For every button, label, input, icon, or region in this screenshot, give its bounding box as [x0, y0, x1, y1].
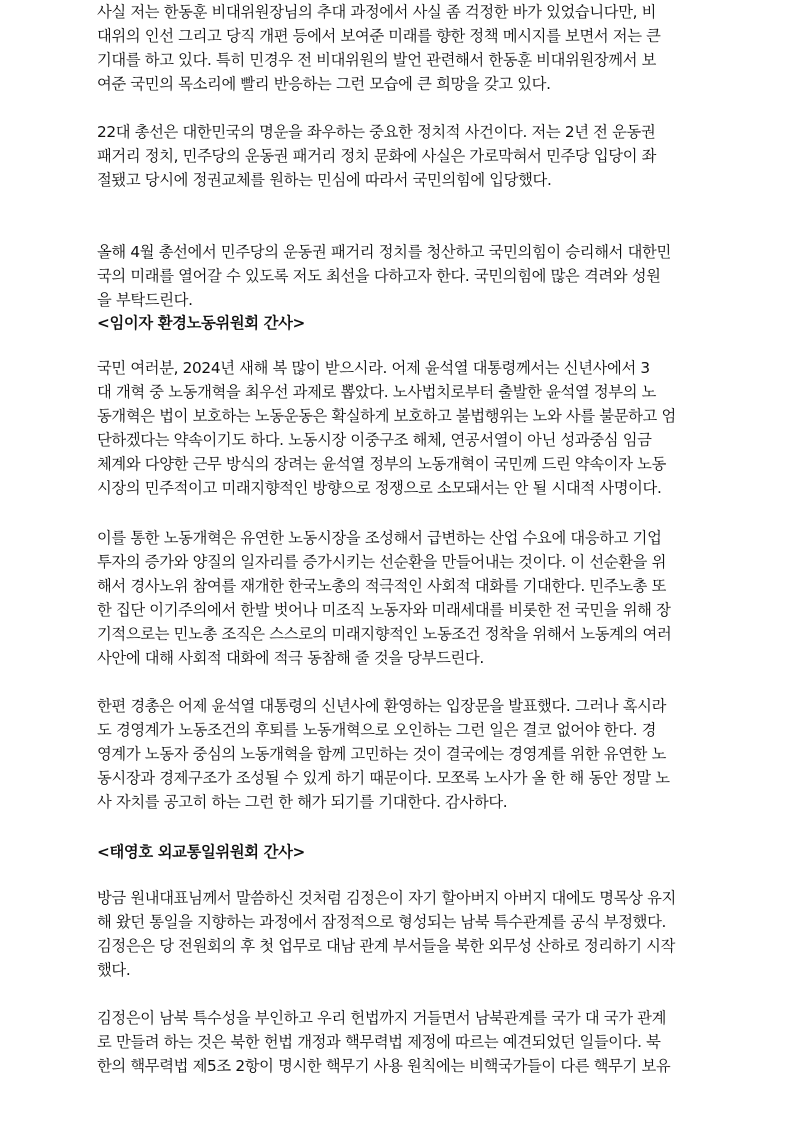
- text-line: 사실 저는 한동훈 비대위원장님의 추대 과정에서 사실 좀 걱정한 바가 있었습니다만, 비: [97, 3, 657, 21]
- text-line: 해서 경사노위 참여를 재개한 한국노총의 적극적인 사회적 대화를 기대한다. 민주노총 또: [97, 577, 667, 595]
- paragraph: [97, 356, 697, 500]
- text-line: 로 만들려 하는 것은 북한 헌법 개정과 핵무력법 제정에 따르는 예견되었던 일들이다. 북: [97, 1033, 661, 1051]
- speaker-heading: <태영호 외교통일위원회 간사>: [97, 843, 306, 861]
- text-line: 김정은은 당 전원회의 후 첫 업무로 대남 관계 부서들을 북한 외무성 산하로 정리하기 시작: [97, 937, 676, 955]
- text-line: 국민 여러분, 2024년 새해 복 많이 받으시라. 어제 윤석열 대통령께서는 신년사에서 3: [97, 359, 650, 377]
- text-line: 영계가 노동자 중심의 노동개혁을 함께 고민하는 것이 결국에는 경영계를 위한 유연한 노: [97, 745, 667, 763]
- paragraph: [97, 240, 697, 312]
- paragraph: [97, 694, 697, 814]
- text-line: 단하겠다는 약속이기도 하다. 노동시장 이중구조 해체, 연공서열이 아닌 성과중심 임금: [97, 431, 652, 449]
- text-line: 해 왔던 통일을 지향하는 과정에서 잠정적으로 형성되는 남북 특수관계를 공식 부정했다.: [97, 913, 667, 931]
- text-line: 패거리 정치, 민주당의 운동권 패거리 정치 문화에 사실은 가로막혀서 민주당 입당이 좌: [97, 147, 657, 165]
- text-line: 대 개혁 중 노동개혁을 최우선 과제로 뽑았다. 노사법치로부터 출발한 윤석열 정부의 노: [97, 383, 657, 401]
- text-line: 여준 국민의 목소리에 빨리 반응하는 그런 모습에 큰 희망을 갖고 있다.: [97, 75, 551, 93]
- text-line: 을 부탁드린다.: [97, 291, 193, 309]
- text-line: 이를 통한 노동개혁은 유연한 노동시장을 조성해서 급변하는 산업 수요에 대응하고 기업: [97, 529, 662, 547]
- text-line: 한편 경총은 어제 윤석열 대통령의 신년사에 환영하는 입장문을 발표했다. 그러나 혹시라: [97, 697, 667, 715]
- text-line: 대위의 인선 그리고 당직 개편 등에서 보여준 미래를 향한 정책 메시지를 보면서 저는 큰: [97, 27, 661, 45]
- text-line: 사 자치를 공고히 하는 그런 한 해가 되기를 기대한다. 감사하다.: [97, 793, 508, 811]
- section-heading: [97, 840, 697, 864]
- text-line: 국의 미래를 열어갈 수 있도록 저도 최선을 다하고자 한다. 국민의힘에 많은 격려와 성원: [97, 267, 661, 285]
- text-line: 한의 핵무력법 제5조 2항이 명시한 핵무기 사용 원칙에는 비핵국가들이 다른 핵무기 보유: [97, 1057, 671, 1075]
- text-line: 방금 원내대표님께서 말씀하신 것처럼 김정은이 자기 할아버지 아버지 대에도 명목상 유지: [97, 889, 676, 907]
- paragraph: [97, 886, 697, 982]
- paragraph: [97, 0, 697, 96]
- speaker-heading: <임이자 환경노동위원회 간사>: [97, 314, 306, 332]
- text-line: 올해 4월 총선에서 민주당의 운동권 패거리 정치를 청산하고 국민의힘이 승리해서 대한민: [97, 243, 671, 261]
- text-line: 동시장과 경제구조가 조성될 수 있게 하기 때문이다. 모쪼록 노사가 올 한 해 동안 정말 노: [97, 769, 670, 787]
- paragraph: [97, 526, 697, 670]
- text-line: 사안에 대해 사회적 대화에 적극 동참해 줄 것을 당부드린다.: [97, 649, 484, 667]
- text-line: 22대 총선은 대한민국의 명운을 좌우하는 중요한 정치적 사건이다. 저는 2년 전 운동권: [97, 123, 656, 141]
- text-line: 김정은이 남북 특수성을 부인하고 우리 헌법까지 거들면서 남북관계를 국가 대 국가 관계: [97, 1009, 667, 1027]
- text-line: 투자의 증가와 양질의 일자리를 증가시키는 선순환을 만들어내는 것이다. 이 선순환을 위: [97, 553, 667, 571]
- paragraph: [97, 120, 697, 192]
- text-line: 체계와 다양한 근무 방식의 장려는 윤석열 정부의 노동개혁이 국민께 드린 약속이자 노동: [97, 455, 667, 473]
- text-line: 기대를 하고 있다. 특히 민경우 전 비대위원의 발언 관련해서 한동훈 비대위원장께서 보: [97, 51, 657, 69]
- text-line: 기적으로는 민노총 조직은 스스로의 미래지향적인 노동조건 정착을 위해서 노동계의 여러: [97, 625, 672, 643]
- paragraph: [97, 1006, 697, 1078]
- text-line: 시장의 민주적이고 미래지향적인 방향으로 정쟁으로 소모돼서는 안 될 시대적 사명이다.: [97, 479, 662, 497]
- text-line: 절됐고 당시에 정권교체를 원하는 민심에 따라서 국민의힘에 입당했다.: [97, 171, 552, 189]
- text-line: 도 경영계가 노동조건의 후퇴를 노동개혁으로 오인하는 그런 일은 결코 없어야 한다. 경: [97, 721, 657, 739]
- text-line: 한 집단 이기주의에서 한발 벗어나 미조직 노동자와 미래세대를 비롯한 전 국민을 위해 장: [97, 601, 671, 619]
- text-line: 동개혁은 법이 보호하는 노동운동은 확실하게 보호하고 불법행위는 노와 사를 불문하고 엄: [97, 407, 676, 425]
- text-line: 했다.: [97, 961, 131, 979]
- section-heading: [97, 311, 697, 335]
